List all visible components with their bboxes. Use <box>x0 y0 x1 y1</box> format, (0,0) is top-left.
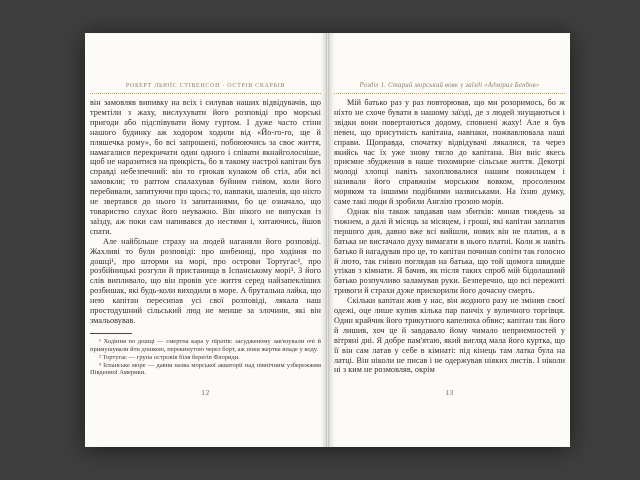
footnotes <box>90 338 321 378</box>
footnote: ² Тортугас — група островів біля берегів Флориди. <box>99 353 240 361</box>
body-paragraph: Однак він також завдавав нам збитків: минав тиждень за тижнем, а далі й місяць за місяцем, і гроші, які капітан заплатив першого дня, давно вже всі вийшли, нових він не платив, а в батька не вистачало духу вимагати в нього платні. Коли ж навіть батько й нагадував про це, то капітан починав сопіти так голосно й люто, так гнівно поглядав на батька, що той щомога швидше утікав з кімнати. Я бачив, як після таких спроб мій бідолашний батько розпучливо заламував руки. Безперечно, що всі пережиті тривоги й страхи дуже прискорили його дочасну смерть. <box>334 206 565 296</box>
page-left-body <box>90 98 321 326</box>
page-right-body <box>334 98 565 375</box>
footnote: ³ Іспанське море — давня назва морської акваторії над північним узбережжям Південної Америки. <box>90 361 321 377</box>
page-number-left: 12 <box>201 388 210 397</box>
body-paragraph: Мій батько раз у раз повторював, що ми розоримось, бо ж ніхто не схоче бувати в нашому заїзді, де з людей знущаються і звідки вони повертаються додому, сповнені жаху! Але я був певен, що присутність капітана, навпаки, пожвавлювала наші справи. Щоправда, спочатку відвідувачі лякалися, та через якийсь час їх уже знову тягло до капітана. Він вніс якесь приємне збудження в наше тихомирне сільське життя. Декотрі молоді хлопці навіть захоплювалися нашим пожильцем і називали його справжнім морським вовком, просоленим моряком та іншими подібними назвиськами. На їхню думку, саме такі люди й зробили Англію грозою морів. <box>334 98 565 207</box>
body-paragraph: Скільки капітан жив у нас, він жодного разу не змінив своєї одежі, оце лише купив кілька пар панчіх у вуличного торгівця. Один крайчик його трикутного капелюха обвис; капітан так його й лишив, хоч це й завдавало йому чимало неприємностей у вітряні дні. Я добре пам'ятаю, який вигляд мала його куртка, що її він сам латав у себе в кімнаті: під кінець там латка була на латці. Він ніколи не писав і не одержував ніяких листів. І ніколи ні з ким не розмовляв, окрім <box>334 296 565 375</box>
page-right <box>329 33 570 447</box>
page-number-right: 13 <box>445 388 454 397</box>
running-head-right: Розділ 1. Старий морський вовк у заїзді «Адмірал Бенбов» <box>334 82 565 94</box>
page-left <box>85 33 326 447</box>
book-spread <box>85 33 570 447</box>
footnote-separator <box>90 333 132 334</box>
footnote: ¹ Ходіння по дошці — смертна кара у піратів: засудженому зав'язували очі й примушували йти дошкою, перекинутою через борт, аж поки жертва впаде у воду. <box>90 337 321 353</box>
body-paragraph: він замовляв випивку на всіх і силував наших відвідувачів, що тремтіли з жаху, вислухувати його розповіді про морські пригоди або підспівувати йому гуртом. І дуже часто стіни нашого будинку аж ходором ходили від «Йо-го-го, ще й пляшечка рому», бо всі запрошені, побоюючись за своє життя, намагалися перекричати один одного і співати якнайголосніше, щоб не наразитися на прикрість, бо в такому настрої капітан був справді небезпечний: він то грюкав кулаком об стіл, аби всі замовкли; то раптом спалахував буйним гнівом, коли його перебивали, запитуючи про щось; то, навпаки, шаленів, що ніхто не звертався до нього із запитаннями, бо це означало, що товариство слухає його неуважно. Він нікого не випускав із заїзду, аж поки сам напивався до нестями і, хитаючись, йшов спати. <box>90 98 321 236</box>
running-head-left: РОБЕРТ ЛЬЮЇС СТІВЕНСОН · ОСТРІВ СКАРБІВ <box>90 82 321 94</box>
body-paragraph: Але найбільше страху на людей наганяли його розповіді. Жахливі то були розповіді: про шибениці, про ходіння по дошці¹, про шторми на морі, про острови Тортугас², про розбійницькі розгули й пристанища в Іспанському морі³. З його слів випливало, що він провів усе життя серед найзапекліших розбишак, які будь-коли виходили в море. А брутальна лайка, що нею капітан пересипав усі свої розповіді, лякала наш простодушний сільський люд не менше за злочини, які він змальовував. <box>90 236 321 325</box>
